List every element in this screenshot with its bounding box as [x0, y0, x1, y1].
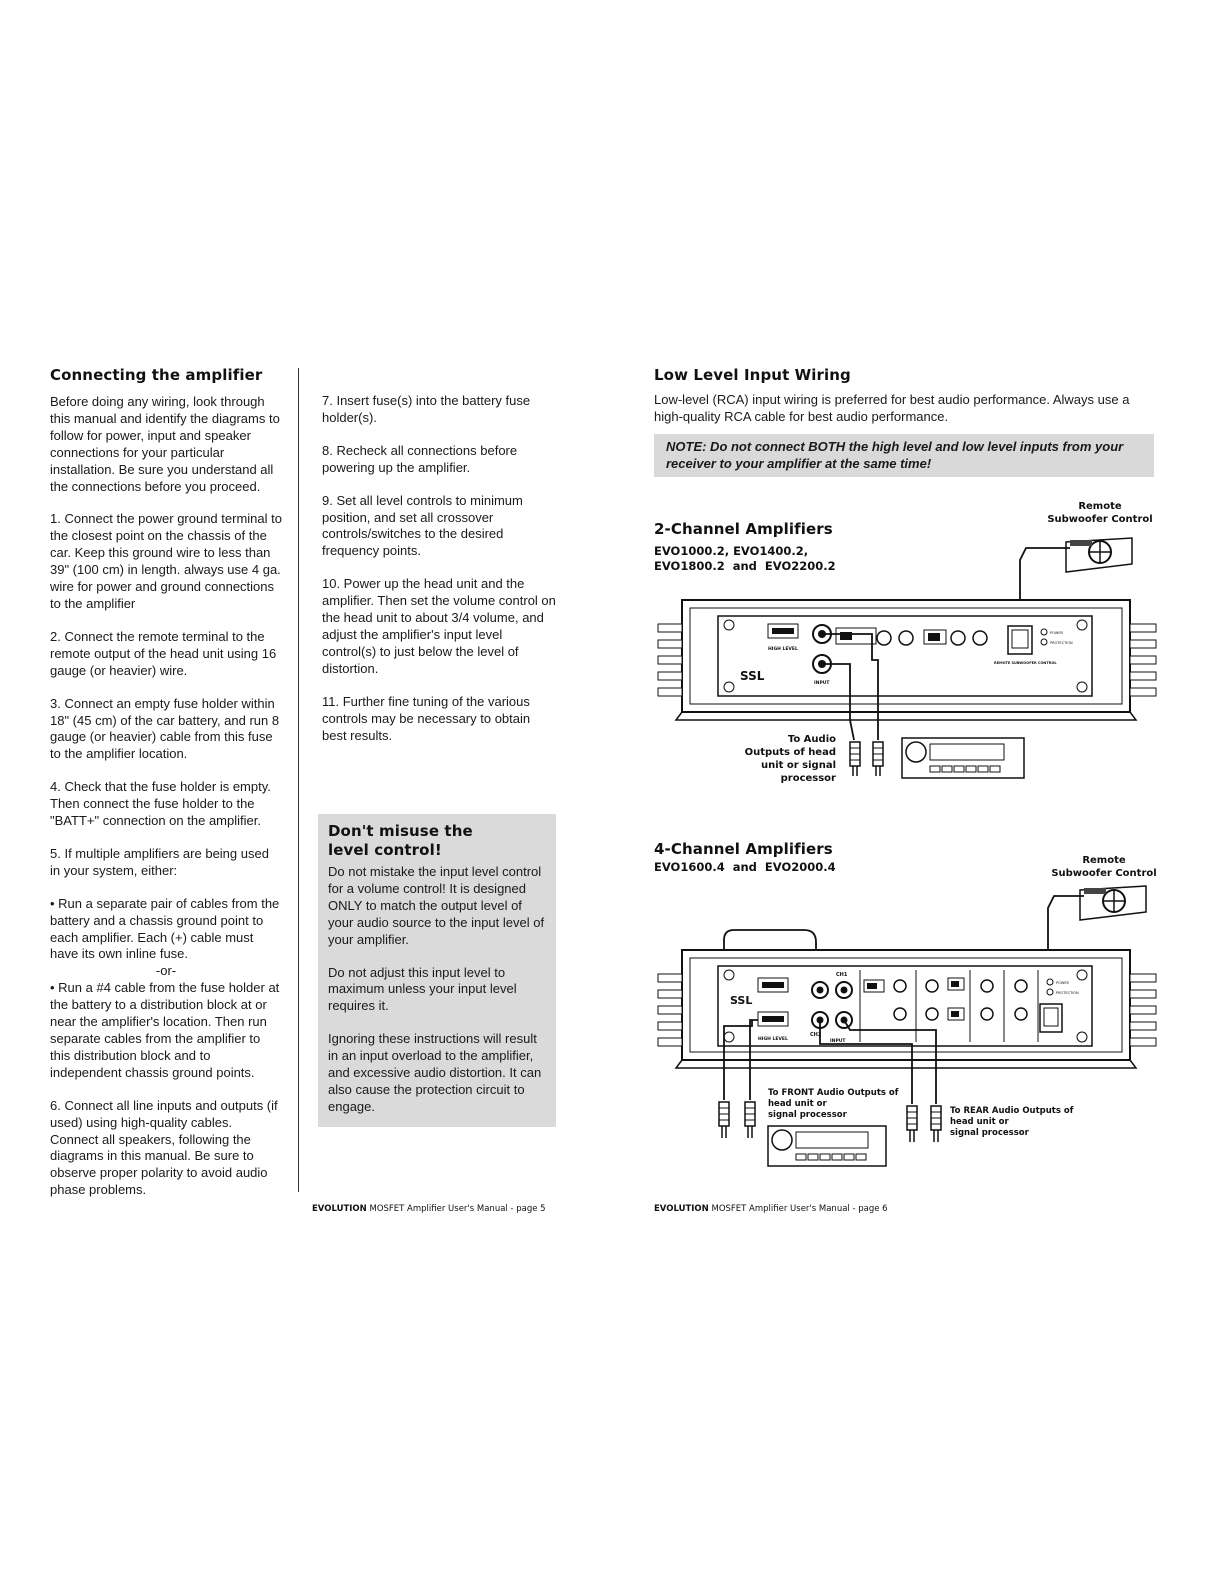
four-ch-head-unit-icon: [768, 1126, 886, 1166]
four-ch-front-plug-left: [719, 1102, 729, 1138]
two-channel-models-2: EVO1800.2 and EVO2200.2: [654, 559, 836, 573]
step-4: 4. Check that the fuse holder is empty. Then connect the fuse holder to the "BATT+" connection on the amplifier.: [50, 779, 271, 829]
two-ch-head-unit-icon: [902, 738, 1024, 778]
step-8: 8. Recheck all connections before powering up the amplifier.: [322, 442, 518, 475]
front-line1: To FRONT Audio Outputs of: [768, 1088, 899, 1098]
to-audio-line2: Outputs of head: [744, 747, 836, 758]
front-line2: head unit or: [768, 1099, 827, 1109]
four-ch-logo: SSL: [730, 994, 753, 1007]
two-channel-title: 2-Channel Amplifiers: [654, 520, 833, 538]
to-audio-line1: To Audio: [787, 734, 836, 745]
step-7: 7. Insert fuse(s) into the battery fuse holder(s).: [322, 393, 531, 425]
right-header: [654, 366, 1154, 426]
two-ch-logo: SSL: [740, 669, 765, 683]
footer-page-5: [312, 1204, 546, 1214]
footer-brand-right: EVOLUTION: [654, 1204, 709, 1214]
front-line3: signal processor: [768, 1110, 847, 1120]
four-ch-input-label: INPUT: [830, 1039, 846, 1044]
two-ch-power-label: POWER: [1050, 631, 1063, 635]
four-ch-power-label: POWER: [1056, 981, 1069, 985]
step-6: 6. Connect all line inputs and outputs (if used) using high-quality cables. Connect all speakers, following the diagrams in this manual. Be sure to observe proper polarity to avoid audio phase problems.: [50, 1097, 278, 1198]
two-channel-wiring-diagram: [654, 520, 1164, 790]
level-control-callout: [318, 814, 556, 1127]
four-ch-high-level-label: HIGH LEVEL: [758, 1037, 788, 1042]
two-ch-remote-line1: Remote: [1078, 501, 1122, 512]
left-column-1: [50, 366, 282, 1199]
to-audio-line4: processor: [780, 773, 836, 784]
footer-page-6: [654, 1204, 888, 1214]
callout-paragraph-3: Ignoring these instructions will result in an input overload to the amplifier, and excessive audio distortion. It can also cause the protection circuit to engage.: [328, 1031, 542, 1114]
step-1: 1. Connect the power ground terminal to the closest point on the chassis of the car. Keep this ground wire to less than 39" (100 cm) in length. always use 4 ga. wire for power and ground connections to the amplifier: [50, 511, 282, 611]
four-ch-remote-line1: Remote: [1082, 855, 1126, 866]
step-9: 9. Set all level controls to minimum position, and set all crossover controls/switches to the desired frequency points.: [322, 492, 523, 559]
two-ch-remote-control-icon: [1066, 538, 1132, 572]
rear-line1: To REAR Audio Outputs of: [950, 1106, 1074, 1116]
four-ch-front-plug-right: [745, 1102, 755, 1138]
column-divider: [298, 368, 299, 1192]
four-channel-models: EVO1600.4 and EVO2000.4: [654, 860, 836, 874]
step-3: 3. Connect an empty fuse holder within 18" (45 cm) of the car battery, and run 8 gauge (or heavier) cable from this fuse to the amplifier location.: [50, 695, 280, 762]
note-box: [654, 434, 1154, 477]
note-text: NOTE: Do not connect BOTH the high level and low level inputs from your receiver to your amplifier at the same time!: [666, 439, 1124, 471]
rear-line3: signal processor: [950, 1128, 1029, 1138]
step-2: 2. Connect the remote terminal to the remote output of the head unit using 16 gauge (or heavier) wire.: [50, 628, 277, 678]
footer-brand: EVOLUTION: [312, 1204, 367, 1214]
four-ch-amplifier-body: [658, 950, 1156, 1068]
four-ch-remote-line2: Subwoofer Control: [1051, 868, 1157, 879]
section-heading-connecting: Connecting the amplifier: [50, 366, 263, 384]
two-ch-input-label: INPUT: [814, 681, 830, 686]
footer-text: MOSFET Amplifier User's Manual - page 5: [366, 1204, 546, 1214]
to-audio-line3: unit or signal: [760, 760, 836, 771]
callout-title: Don't misuse the level control!: [328, 822, 473, 859]
four-channel-title-block: [654, 840, 836, 875]
two-ch-remote-line2: Subwoofer Control: [1047, 514, 1153, 525]
four-ch-ch2-label: CH2: [810, 1032, 822, 1038]
rear-line2: head unit or: [950, 1117, 1009, 1127]
four-ch-protection-label: PROTECTION: [1056, 991, 1079, 995]
two-ch-amplifier-body: [658, 600, 1156, 720]
footer-text-right: MOSFET Amplifier User's Manual - page 6: [708, 1204, 888, 1214]
four-ch-remote-control-icon: [1080, 886, 1146, 920]
four-ch-ch1-label: CH1: [836, 972, 848, 978]
two-ch-protection-label: PROTECTION: [1050, 641, 1073, 645]
callout-paragraph-1: Do not mistake the input level control for a volume control! It is designed ONLY to match the output level of your audio source to the input level of your amplifier.: [328, 864, 545, 947]
step-11: 11. Further fine tuning of the various controls may be necessary to obtain best results.: [322, 693, 531, 743]
two-ch-rca-plug-right: [873, 742, 883, 776]
four-ch-rear-plug-right: [931, 1106, 941, 1142]
two-ch-high-level-label: HIGH LEVEL: [768, 647, 798, 652]
low-level-intro: Low-level (RCA) input wiring is preferred for best audio performance. Always use a high-quality RCA cable for best audio performance.: [654, 392, 1130, 424]
bullet-distribution-block: • Run a #4 cable from the fuse holder at the battery to a distribution block at or near the amplifier's location. Then run separate cables from the amplifier to this distribution block and to independent chassis ground points.: [50, 980, 280, 1080]
or-separator: -or-: [155, 963, 177, 979]
two-ch-rca-plug-left: [850, 742, 860, 776]
section-heading-low-level: Low Level Input Wiring: [654, 366, 851, 384]
two-ch-remote-panel-label: REMOTE SUBWOOFER CONTROL: [994, 661, 1057, 665]
four-ch-rear-plug-left: [907, 1106, 917, 1142]
four-channel-title: 4-Channel Amplifiers: [654, 840, 833, 858]
four-channel-wiring-diagram: [654, 880, 1164, 1170]
bullet-separate-cables: • Run a separate pair of cables from the battery and a chassis ground point to each amplifier. Each (+) cable must have its own inline fuse.: [50, 895, 280, 962]
intro-paragraph: Before doing any wiring, look through this manual and identify the diagrams to follow for power, input and speaker connections for your particular installation. Be sure you understand all the connections before you proceed.: [50, 394, 280, 494]
two-channel-models-1: EVO1000.2, EVO1400.2,: [654, 544, 809, 558]
callout-paragraph-2: Do not adjust this input level to maximum unless your input level requires it.: [328, 964, 517, 1014]
step-10: 10. Power up the head unit and the amplifier. Then set the volume control on the head unit to about 3/4 volume, and adjust the amplifier's input level control(s) to just below the level of distortion.: [322, 576, 556, 676]
step-5: 5. If multiple amplifiers are being used in your system, either:: [50, 845, 269, 878]
four-ch-remote-label: [1044, 854, 1164, 880]
left-column-2: [322, 393, 558, 744]
